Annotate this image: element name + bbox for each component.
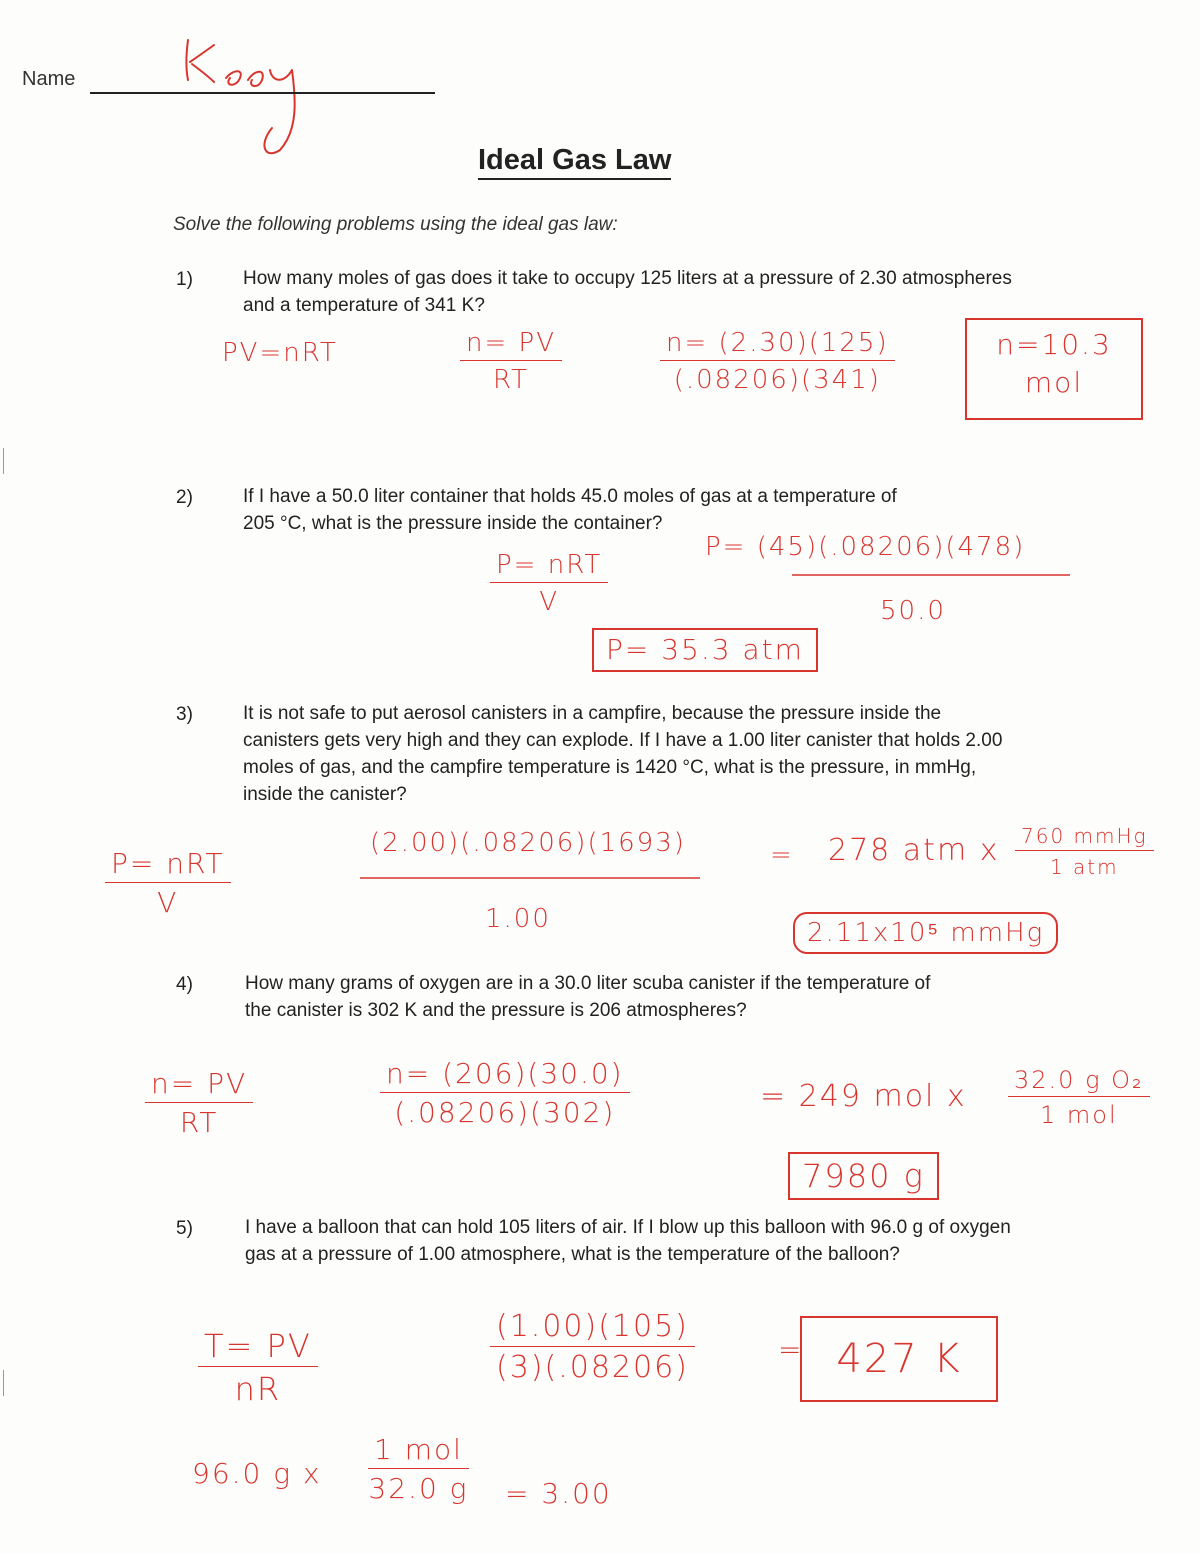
fraction-denominator: 1 atm (1049, 855, 1119, 879)
work-formula (490, 552, 608, 615)
fraction-denominator: (.08206)(341) (673, 365, 881, 395)
answer-box: P= 35.3 atm (592, 628, 818, 672)
answer-line: n=10.3 (996, 328, 1112, 361)
work-moles-fraction (368, 1433, 469, 1505)
work-moles-result: = 3.00 (505, 1477, 612, 1510)
fraction-denominator: V (157, 886, 179, 919)
fraction-numerator: n= PV (145, 1070, 253, 1103)
question-number: 2) (176, 487, 193, 508)
fraction-denominator: nR (234, 1370, 282, 1408)
work-denominator: 50.0 (880, 596, 946, 626)
fraction-numerator: n= (206)(30.0) (380, 1060, 630, 1093)
fraction-denominator: 32.0 g (368, 1472, 469, 1505)
fraction-numerator: 32.0 g O₂ (1008, 1068, 1150, 1097)
work-equals: = (778, 1333, 804, 1366)
fraction-numerator: 760 mmHg (1015, 826, 1154, 851)
work-formula (198, 1327, 318, 1408)
fraction-numerator: (1.00)(105) (490, 1312, 695, 1347)
work-conversion (1015, 826, 1154, 877)
work-formula (145, 1067, 253, 1139)
work-conversion (1008, 1068, 1150, 1127)
fraction-numerator: P= nRT (105, 850, 231, 883)
question-text: It is not safe to put aerosol canisters in a campfire, because the pressure inside the canisters gets very high and they can explode. If I have a 1.00 liter canister that holds 2.00 moles of gas, and the campfire temperature is 1420 °C, what is the pressure, in mmHg, inside the canister? (243, 703, 1003, 805)
fraction-denominator: (.08206)(302) (394, 1096, 616, 1129)
name-label: Name (22, 68, 76, 90)
answer-box (965, 318, 1143, 420)
margin-mark (3, 448, 4, 474)
fraction-denominator: 1 mol (1039, 1101, 1118, 1129)
question-text: How many grams of oxygen are in a 30.0 liter scuba canister if the temperature of the canister is 302 K and the pressure is 206 atmospheres? (245, 973, 931, 1021)
answer-box: 427 K (800, 1316, 998, 1402)
fraction-numerator: 1 mol (368, 1436, 469, 1469)
answer-unit: mol (1024, 366, 1084, 399)
fraction-numerator: P= nRT (490, 552, 608, 583)
question-number: 1) (176, 269, 193, 290)
fraction-numerator: n= PV (460, 330, 562, 361)
work-substitution (660, 330, 895, 393)
work-substitution: (2.00)(.08206)(1693) (370, 828, 686, 858)
fraction-denominator: RT (179, 1106, 219, 1139)
work-formula: PV=nRT (222, 338, 338, 368)
answer-box: 2.11x10⁵ mmHg (793, 912, 1058, 954)
work-equals: = (770, 840, 794, 870)
fraction-numerator: n= (2.30)(125) (660, 330, 895, 361)
question-text: If I have a 50.0 liter container that holds 45.0 moles of gas at a temperature of 205 °C, what is the pressure inside the container? (243, 486, 897, 534)
name-value (186, 40, 265, 80)
margin-mark (3, 1370, 4, 1396)
answer-box: 7980 g (788, 1152, 939, 1200)
work-substitution (380, 1057, 630, 1129)
fraction-denominator: RT (492, 365, 530, 395)
fraction-denominator: V (539, 587, 560, 617)
work-formula (105, 847, 231, 919)
work-denominator: 1.00 (485, 904, 551, 934)
question-number: 5) (176, 1218, 193, 1239)
work-substitution (490, 1309, 695, 1385)
name-line (90, 92, 435, 94)
work-substitution: P= (45)(.08206)(478) (705, 532, 1026, 562)
question-number: 4) (176, 974, 193, 995)
question-number: 3) (176, 704, 193, 725)
work-result: = 249 mol x (760, 1079, 967, 1114)
work-moles-prefix: 96.0 g x (192, 1457, 322, 1490)
question-text: How many moles of gas does it take to occupy 125 liters at a pressure of 2.30 atmospheres and a temperature of 341 K? (243, 268, 1012, 316)
fraction-numerator: T= PV (198, 1330, 318, 1367)
question-text: I have a balloon that can hold 105 liters of air. If I blow up this balloon with 96.0 g of oxygen gas at a pressure of 1.00 atmosphere, what is the temperature of the balloon? (245, 1217, 1011, 1265)
instructions: Solve the following problems using the ideal gas law: (173, 214, 618, 235)
work-rearranged (460, 330, 562, 393)
work-result: 278 atm x (828, 833, 1000, 868)
page-title: Ideal Gas Law (478, 144, 671, 180)
fraction-denominator: (3)(.08206) (496, 1350, 689, 1385)
